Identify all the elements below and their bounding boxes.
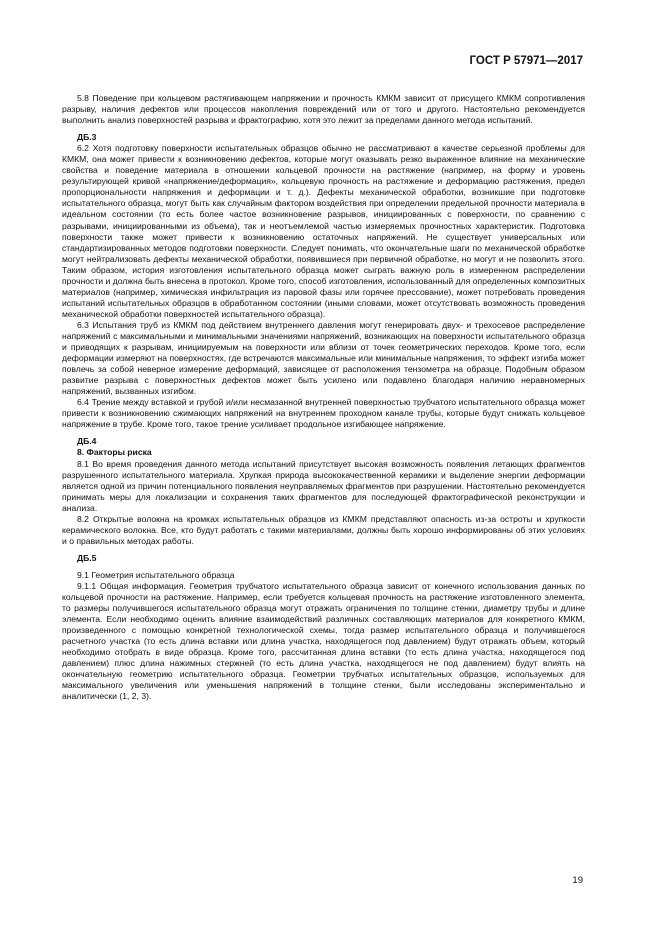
paragraph-8-2: 8.2 Открытые волокна на кромках испытательных образцов из КМКМ представляют опасность из-за остроты и хрупкости керамического волокна. Все, кто будут работать с такими материалами, должны быть хорошо информированы об этих условиях и о правильных методах работы.	[62, 513, 585, 546]
paragraph-6-2: 6.2 Хотя подготовку поверхности испытательных образцов обычно не рассматривают в качестве серьезной проблемы для КМКМ, она может привести к возникновению дефектов, которые могут оказывать резко выраженное влияние на механические свойства и поведение материала в отношении кольцевой прочности на растяжение (например, на форму и уровень результирующей кривой «напряжение/деформация», кольцевую прочность на растяжение и деформацию растяжения, предел пропорциональности напряжения и деформации и т. д.). Дефекты механической обработки, возникшие при подготовке испытательного образца, могут быть как случайным фактором воздействия при определении предельной прочности материала в идеальном состоянии (то есть более частое возникновение разрывов, инициированных с поверхности, по сравнению с разрывами, инициированными из объема), так и неотъемлемой частью измеряемых прочностных характеристик. Подготовка поверхности также может привести к возникновению остаточных напряжений. Не существует универсальных или стандартизированных методов подготовки поверхности. Следует понимать, что окончательные шаги по механической обработке могут нейтрализовать дефекты механической обработки, появившиеся при первичной обработке, но могут и не позволить этого. Таким образом, история изготовления испытательного образца может сыграть важную роль в измеренном распределении прочности и должна быть внесена в протокол. Кроме того, способ изготовления, использованный для определенных композитных материалов (например, химическая инфильтрация из паровой фазы или горячее прессование), может потребовать проведения испытаний испытательных образцов в обработанном состоянии (иными словами, может отсутствовать возможность проведения механической обработки поверхностей испытательного образца).	[62, 143, 585, 319]
paragraph-9-1: 9.1 Геометрия испытательного образца	[77, 569, 235, 580]
document-body	[62, 93, 585, 702]
section-heading-db4: ДБ.4	[77, 436, 97, 447]
section-heading-db3: ДБ.3	[77, 132, 97, 143]
standard-designation: ГОСТ Р 57971—2017	[469, 55, 583, 67]
paragraph-6-3: 6.3 Испытания труб из КМКМ под действием внутреннего давления могут генерировать двух- и трехосевое распределение напряжений с максимальными и минимальными значениями напряжений, возникающих на поверхности испытательного образца и приводящих к разрывам, инициируемым на поверхности или вблизи от точек геометрических переходов. Кроме того, если деформации измеряют на поверхностях, где встречаются максимальные или минимальные напряжения, то эффект изгиба может повлечь за собой неверное измерение деформаций, зависящее от расположения тензометра на образце. Подобным образом развитие разрыва с поверхностных дефектов может быть усилено или подавлено благодаря наличию неравномерных напряжений, вызванных изгибом.	[62, 319, 585, 397]
section-heading-db5: ДБ.5	[77, 552, 97, 563]
paragraph-5-8: 5.8 Поведение при кольцевом растягивающем напряжении и прочность КМКМ зависит от присущего КМКМ сопротивления разрыву, наличия дефектов или процессов накопления повреждений или от того и другого. Настоятельно рекомендуется выполнить анализ поверхностей разрыва и фрактографию, хотя это лежит за пределами данного метода испытаний.	[62, 93, 585, 126]
page-number: 19	[572, 875, 583, 886]
section-heading-risk-factors: 8. Факторы риска	[77, 447, 152, 458]
paragraph-8-1: 8.1 Во время проведения данного метода испытаний присутствует высокая возможность появления летающих фрагментов разрушенного испытательного материала. Хрупкая природа высококачественной керамики и выделение энергии деформации является одной из причин потенциального появления неуправляемых фрагментов при разрушении. Настоятельно рекомендуется принимать меры для локализации и сохранения таких фрагментов для последующей фрактографической реконструкции и анализа.	[62, 458, 585, 513]
paragraph-9-1-1: 9.1.1 Общая информация. Геометрия трубчатого испытательного образца зависит от конечного использования данных по кольцевой прочности на растяжение. Например, если требуется кольцевая прочность на растяжение изготовленного элемента, то размеры получившегося испытательного образца могут отражать ограничения по толщине стенки, диаметру трубы и длине элемента. Если необходимо оценить влияние взаимодействий различных составляющих материалов для конкретного КМКМ, произведенного с помощью конкретной технологической схемы, тогда размер испытательного образца и получившегося расчетного участка (то есть длина вставки или длина участка, находящегося под давлением) будут отражать объем, который необходимо отобрать в виде образца. Кроме того, рассчитанная длина вставки (то есть длина участка, находящегося под давлением) плюс длина нажимных стержней (то есть длина участка, находящегося не под давлением) будут влиять на окончательную геометрию испытательного образца. Геометрии трубчатых испытательных образцов, используемых для максимального увеличения или уменьшения напряжений в толщине стенки, были исследованы экспериментально и аналитически (1, 2, 3).	[62, 580, 585, 702]
paragraph-6-4: 6.4 Трение между вставкой и грубой и/или несмазанной внутренней поверхностью трубчатого испытательного образца может привести к возникновению сжимающих напряжений на внутреннем проходном канале трубы, которые будут снижать кольцевое напряжение в трубе. Кроме того, такое трение усиливает продольное изгибающее напряжение.	[62, 397, 585, 430]
